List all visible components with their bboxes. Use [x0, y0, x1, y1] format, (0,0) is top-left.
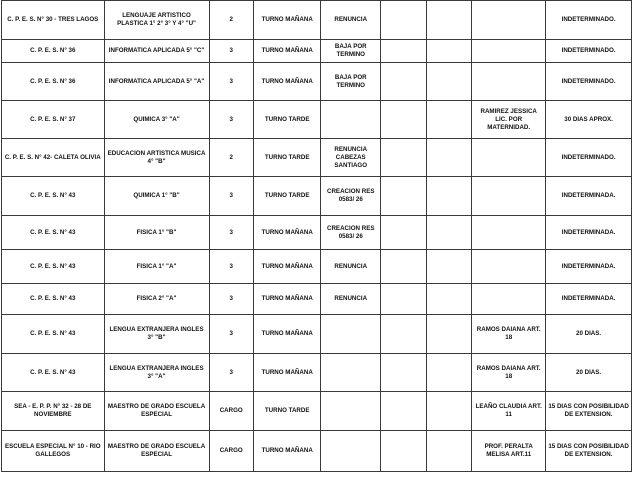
shift-cell: TURNO MAÑANA	[253, 284, 320, 315]
table-row	[2, 392, 632, 431]
duration-cell: INDETERMINADO.	[546, 40, 632, 63]
blank-cell-a	[381, 216, 427, 250]
blank-cell-a	[381, 284, 427, 315]
shift-cell: TURNO TARDE	[253, 101, 320, 139]
table-row	[2, 63, 632, 101]
subject-cell: FISICA 1° "A"	[104, 250, 209, 284]
blank-cell-a	[381, 354, 427, 392]
shift-cell: TURNO MAÑANA	[253, 1, 320, 40]
blank-cell-b	[426, 284, 472, 315]
reason-cell: RENUNCIA	[321, 284, 381, 315]
blank-cell-a	[381, 250, 427, 284]
table-row	[2, 139, 632, 177]
table-row	[2, 1, 632, 40]
blank-cell-a	[381, 139, 427, 177]
subject-cell: FISICA 1° "B"	[104, 216, 209, 250]
duration-cell: INDETERMINADO.	[546, 139, 632, 177]
subject-cell: QUIMICA 3° "A"	[104, 101, 209, 139]
hours-cell: 2	[209, 139, 253, 177]
hours-cell: CARGO	[209, 392, 253, 431]
shift-cell: TURNO TARDE	[253, 392, 320, 431]
duration-cell: 20 DIAS.	[546, 315, 632, 354]
reason-cell: CREACION RES 0583/ 26	[321, 177, 381, 216]
replacement-cell: RAMIREZ JESSICA LIC. POR MATERNIDAD.	[472, 101, 546, 139]
blank-cell-b	[426, 392, 472, 431]
school-cell: C. P. E. S. N° 43	[2, 354, 105, 392]
replacement-cell	[472, 1, 546, 40]
replacement-cell	[472, 40, 546, 63]
school-cell: C. P. E. S. N° 42- CALETA OLIVIA	[2, 139, 105, 177]
table-row	[2, 177, 632, 216]
shift-cell: TURNO MAÑANA	[253, 216, 320, 250]
blank-cell-b	[426, 139, 472, 177]
school-cell: C. P. E. S. N° 43	[2, 315, 105, 354]
table-row	[2, 101, 632, 139]
reason-cell: BAJA POR TERMINO	[321, 40, 381, 63]
school-cell: C. P. E. S. N° 43	[2, 177, 105, 216]
subject-cell: INFORMATICA APLICADA 5° "C"	[104, 40, 209, 63]
blank-cell-b	[426, 250, 472, 284]
duration-cell: INDETERMINADA.	[546, 177, 632, 216]
hours-cell: 3	[209, 40, 253, 63]
hours-cell: 3	[209, 354, 253, 392]
replacement-cell: RAMOS DAIANA ART. 18	[472, 354, 546, 392]
blank-cell-b	[426, 431, 472, 472]
reason-cell	[321, 431, 381, 472]
blank-cell-b	[426, 354, 472, 392]
blank-cell-a	[381, 63, 427, 101]
reason-cell: CREACION RES 0583/ 26	[321, 216, 381, 250]
table-row	[2, 250, 632, 284]
subject-cell: QUIMICA 1° "B"	[104, 177, 209, 216]
subject-cell: INFORMATICA APLICADA 5° "A"	[104, 63, 209, 101]
duration-cell: 15 DIAS CON POSIBILIDAD DE EXTENSION.	[546, 431, 632, 472]
school-cell: C. P. E. S. N° 43	[2, 284, 105, 315]
blank-cell-a	[381, 392, 427, 431]
hours-cell: 2	[209, 1, 253, 40]
replacement-cell	[472, 216, 546, 250]
duration-cell: INDETERMINADA.	[546, 284, 632, 315]
blank-cell-b	[426, 177, 472, 216]
duration-cell: 15 DIAS CON POSIBILIDAD DE EXTENSION.	[546, 392, 632, 431]
subject-cell: MAESTRO DE GRADO ESCUELA ESPECIAL	[104, 392, 209, 431]
blank-cell-b	[426, 216, 472, 250]
subject-cell: MAESTRO DE GRADO ESCUELA ESPECIAL	[104, 431, 209, 472]
replacement-cell	[472, 63, 546, 101]
vacancy-table	[1, 0, 632, 472]
blank-cell-a	[381, 315, 427, 354]
blank-cell-b	[426, 40, 472, 63]
shift-cell: TURNO MAÑANA	[253, 431, 320, 472]
blank-cell-a	[381, 177, 427, 216]
duration-cell: INDETERMINADO.	[546, 63, 632, 101]
replacement-cell	[472, 250, 546, 284]
subject-cell: LENGUA EXTRANJERA INGLES 3° "A"	[104, 354, 209, 392]
hours-cell: 3	[209, 101, 253, 139]
shift-cell: TURNO MAÑANA	[253, 63, 320, 101]
school-cell: C. P. E. S. N° 43	[2, 216, 105, 250]
blank-cell-a	[381, 431, 427, 472]
blank-cell-a	[381, 1, 427, 40]
table-row	[2, 40, 632, 63]
reason-cell: RENUNCIA	[321, 1, 381, 40]
subject-cell: LENGUAJE ARTISTICO PLASTICA 1° 2° 3° Y 4° "U"	[104, 1, 209, 40]
replacement-cell: PROF. PERALTA MELISA ART.11	[472, 431, 546, 472]
duration-cell: 20 DIAS.	[546, 354, 632, 392]
reason-cell: RENUNCIA CABEZAS SANTIAGO	[321, 139, 381, 177]
duration-cell: 30 DIAS APROX.	[546, 101, 632, 139]
shift-cell: TURNO MAÑANA	[253, 315, 320, 354]
shift-cell: TURNO TARDE	[253, 177, 320, 216]
table-row	[2, 284, 632, 315]
reason-cell	[321, 392, 381, 431]
replacement-cell: LEAÑO CLAUDIA ART. 11	[472, 392, 546, 431]
hours-cell: 3	[209, 63, 253, 101]
school-cell: C. P. E. S. N° 30 - TRES LAGOS	[2, 1, 105, 40]
table-row	[2, 431, 632, 472]
blank-cell-a	[381, 40, 427, 63]
reason-cell	[321, 315, 381, 354]
hours-cell: 3	[209, 315, 253, 354]
shift-cell: TURNO TARDE	[253, 139, 320, 177]
subject-cell: LENGUA EXTRANJERA INGLES 3° "B"	[104, 315, 209, 354]
shift-cell: TURNO MAÑANA	[253, 354, 320, 392]
subject-cell: EDUCACION ARTISTICA MUSICA 4° "B"	[104, 139, 209, 177]
hours-cell: 3	[209, 216, 253, 250]
reason-cell: BAJA POR TERMINO	[321, 63, 381, 101]
replacement-cell	[472, 139, 546, 177]
hours-cell: CARGO	[209, 431, 253, 472]
shift-cell: TURNO MAÑANA	[253, 40, 320, 63]
hours-cell: 3	[209, 284, 253, 315]
replacement-cell: RAMOS DAIANA ART. 18	[472, 315, 546, 354]
school-cell: ESCUELA ESPECIAL N° 10 - RIO GALLEGOS	[2, 431, 105, 472]
school-cell: C. P. E. S. N° 36	[2, 63, 105, 101]
blank-cell-b	[426, 315, 472, 354]
table-row	[2, 315, 632, 354]
replacement-cell	[472, 177, 546, 216]
reason-cell	[321, 354, 381, 392]
duration-cell: INDETERMINADA.	[546, 250, 632, 284]
table-row	[2, 354, 632, 392]
school-cell: SEA - E. P. P. N° 32 - 28 DE NOVIEMBRE	[2, 392, 105, 431]
hours-cell: 3	[209, 177, 253, 216]
hours-cell: 3	[209, 250, 253, 284]
blank-cell-a	[381, 101, 427, 139]
blank-cell-b	[426, 63, 472, 101]
school-cell: C. P. E. S. N° 36	[2, 40, 105, 63]
duration-cell: INDETERMINADA.	[546, 216, 632, 250]
shift-cell: TURNO MAÑANA	[253, 250, 320, 284]
school-cell: C. P. E. S. N° 37	[2, 101, 105, 139]
blank-cell-b	[426, 101, 472, 139]
replacement-cell	[472, 284, 546, 315]
subject-cell: FISICA 2° "A"	[104, 284, 209, 315]
reason-cell: RENUNCIA	[321, 250, 381, 284]
reason-cell	[321, 101, 381, 139]
duration-cell: INDETERMINADO.	[546, 1, 632, 40]
blank-cell-b	[426, 1, 472, 40]
table-row	[2, 216, 632, 250]
school-cell: C. P. E. S. N° 43	[2, 250, 105, 284]
